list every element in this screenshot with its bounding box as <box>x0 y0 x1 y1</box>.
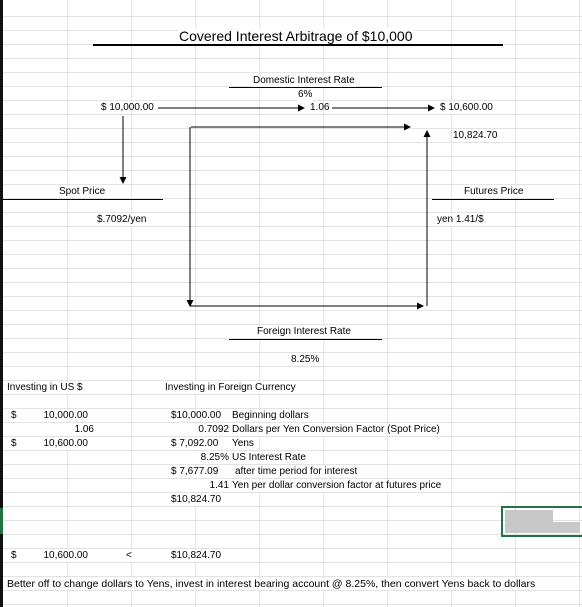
fc-row-7-val: $10,824.70 <box>171 494 222 505</box>
compare-operator: < <box>126 550 132 561</box>
end-amount-us: $ 10,600.00 <box>440 102 493 113</box>
futures-price-label: Futures Price <box>464 186 524 197</box>
us-row-3-val: 10,600.00 <box>30 438 89 450</box>
fc-row-4-val: 8.25% <box>170 452 230 464</box>
domestic-factor: 1.06 <box>310 102 330 113</box>
fc-row-1-desc: Beginning dollars <box>232 410 309 421</box>
fc-row-4-desc: US Interest Rate <box>232 452 306 463</box>
fc-row-2-val: 0.7092 <box>170 424 230 436</box>
fc-row-1-val: $10,000.00 <box>171 410 222 421</box>
domestic-rate-label: Domestic Interest Rate <box>253 75 355 86</box>
fc-row-5-desc: after time period for interest <box>235 466 358 477</box>
fc-row-5-val: $ 7,677.09 <box>171 466 219 477</box>
fc-row-3-desc: Yens <box>232 438 254 449</box>
us-header: Investing in US $ <box>7 382 83 393</box>
fc-row-6-desc: Yen per dollar conversion factor at futures price <box>232 480 442 491</box>
compare-sym: $ <box>11 550 17 561</box>
page-title: Covered Interest Arbitrage of $10,000 <box>179 28 413 44</box>
fc-row-3-val: $ 7,092.00 <box>171 438 219 449</box>
compare-us: 10,600.00 <box>30 550 89 562</box>
futures-price-value: yen 1.41/$ <box>437 214 484 225</box>
selection-edge-left <box>0 508 3 534</box>
filled-cell-a <box>505 510 553 522</box>
foreign-rate-label: Foreign Interest Rate <box>257 326 351 337</box>
compare-fc: $10,824.70 <box>171 550 222 561</box>
conclusion-text: Better off to change dollars to Yens, invest in interest bearing account @ 8.25%, then convert Yens back to dollars <box>7 578 536 590</box>
spot-price-label: Spot Price <box>59 186 106 197</box>
start-amount: $ 10,000.00 <box>101 102 154 113</box>
us-row-2-val: 1.06 <box>30 424 95 436</box>
foreign-rate-value: 8.25% <box>291 354 320 365</box>
fc-row-2-desc: Dollars per Yen Conversion Factor (Spot Price) <box>232 424 440 435</box>
spot-price-value: $.7092/yen <box>97 214 147 225</box>
fc-row-6-val: 1.41 <box>170 480 230 492</box>
us-row-3-sym: $ <box>11 438 17 449</box>
end-amount-foreign: 10,824.70 <box>453 130 498 141</box>
filled-cell-b <box>505 522 580 533</box>
fc-header: Investing in Foreign Currency <box>165 382 296 393</box>
us-row-1-sym: $ <box>11 410 17 421</box>
us-row-1-val: 10,000.00 <box>30 410 89 422</box>
domestic-rate-value: 6% <box>298 89 313 100</box>
